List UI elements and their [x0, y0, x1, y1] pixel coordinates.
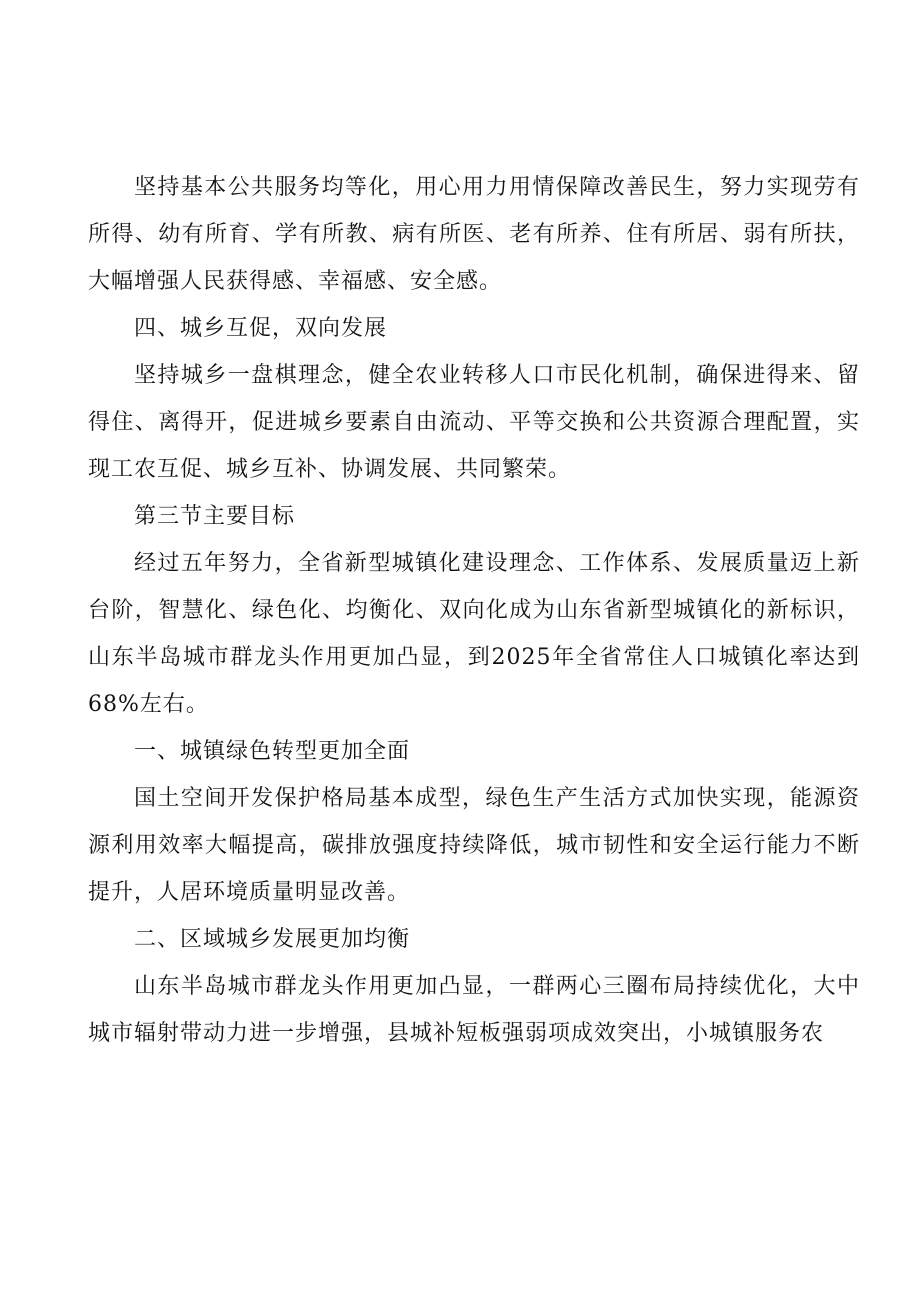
document-page: [88, 164, 860, 1057]
paragraph-public-services: 坚持基本公共服务均等化，用心用力用情保障改善民生，努力实现劳有所得、幼有所育、学有所教、病有所医、老有所养、住有所居、弱有所扶，大幅增强人民获得感、幸福感、安全感。: [88, 175, 860, 294]
paragraph-regional-balance: 山东半岛城市群龙头作用更加凸显，一群两心三圈布局持续优化，大中城市辐射带动力进一步增强，县城补短板强弱项成效突出，小城镇服务农: [88, 974, 860, 1046]
heading-urban-rural-mutual-promotion: 四、城乡互促，双向发展: [134, 316, 388, 341]
paragraph-green-transformation: 国土空间开发保护格局基本成型，绿色生产生活方式加快实现，能源资源利用效率大幅提高，碳排放强度持续降低，城市韧性和安全运行能力不断提升，人居环境质量明显改善。: [88, 786, 860, 905]
heading-section-three-main-goals: 第三节主要目标: [134, 504, 296, 529]
paragraph-five-year-goals: 经过五年努力，全省新型城镇化建设理念、工作体系、发展质量迈上新台阶，智慧化、绿色化、均衡化、双向化成为山东省新型城镇化的新标识，山东半岛城市群龙头作用更加凸显，到2025年全省常住人口城镇化率达到68%左右。: [88, 551, 860, 717]
paragraph-urban-rural-integration: 坚持城乡一盘棋理念，健全农业转移人口市民化机制，确保进得来、留得住、离得开，促进城乡要素自由流动、平等交换和公共资源合理配置，实现工农互促、城乡互补、协调发展、共同繁荣。: [88, 363, 860, 482]
heading-regional-balance: 二、区域城乡发展更加均衡: [134, 927, 411, 952]
heading-green-transformation: 一、城镇绿色转型更加全面: [134, 739, 411, 764]
